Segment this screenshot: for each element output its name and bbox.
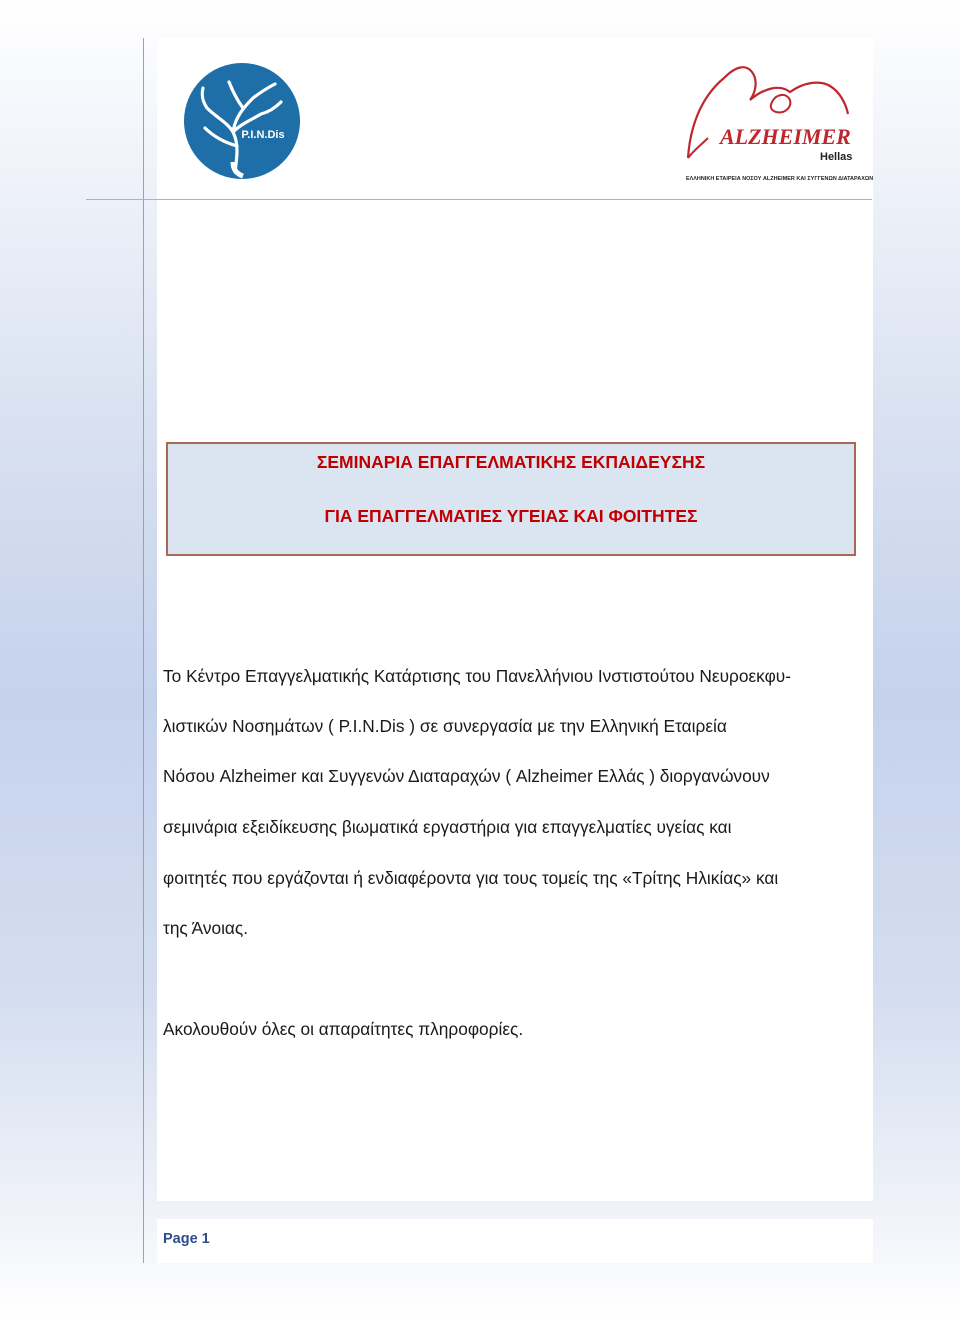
body-line: Νόσου Alzheimer και Συγγενών Διαταραχών ( Alzheimer Ελλάς ) διοργανώνουν bbox=[163, 766, 770, 786]
closing-line: Ακολουθούν όλες οι απαραίτητες πληροφορίες. bbox=[163, 1019, 524, 1039]
title-line-1: ΣΕΜΙΝΑΡΙΑ ΕΠΑΓΓΕΛΜΑΤΙΚΗΣ ΕΚΠΑΙΔΕΥΣΗΣ bbox=[316, 452, 706, 472]
alzheimer-hellas-logo bbox=[680, 58, 874, 188]
alzheimer-logo-tagline: ΕΛΛΗΝΙΚΗ ΕΤΑΙΡΕΙΑ ΝΟΣΟΥ ALZHEIMER ΚΑΙ ΣΥΓΓΕΝΩΝ ΔΙΑΤΑΡΑΧΩΝ bbox=[686, 176, 874, 182]
pindis-logo-text: P.I.N.Dis bbox=[241, 129, 285, 141]
alzheimer-logo-text: ALZHEIMER bbox=[720, 124, 851, 149]
alzheimer-logo-sub: Hellas bbox=[820, 151, 853, 163]
body-line: φοιτητές που εργάζονται ή ενδιαφέροντα για τους τομείς της «Τρίτης Ηλικίας» και bbox=[163, 868, 779, 888]
title-line-2: ΓΙΑ ΕΠΑΓΓΕΛΜΑΤΙΕΣ ΥΓΕΙΑΣ ΚΑΙ ΦΟΙΤΗΤΕΣ bbox=[324, 506, 698, 526]
header-rule bbox=[86, 199, 872, 200]
margin-line-vertical bbox=[143, 38, 144, 1263]
footer-area bbox=[157, 1219, 873, 1263]
body-line: της Άνοιας. bbox=[163, 918, 249, 938]
body-line: σεμινάρια εξειδίκευσης βιωματικά εργαστήρια για επαγγελματίες υγείας και bbox=[163, 817, 732, 837]
pindis-logo bbox=[183, 62, 301, 180]
body-line: Το Κέντρο Επαγγελματικής Κατάρτισης του Πανελλήνιου Ινστιστούτου Νευροεκφυ- bbox=[163, 666, 792, 686]
title-box bbox=[166, 442, 856, 556]
body-line: λιστικών Νοσημάτων ( P.I.N.Dis ) σε συνεργασία με την Ελληνική Εταιρεία bbox=[163, 716, 727, 736]
page-number: Page 1 bbox=[163, 1231, 210, 1247]
